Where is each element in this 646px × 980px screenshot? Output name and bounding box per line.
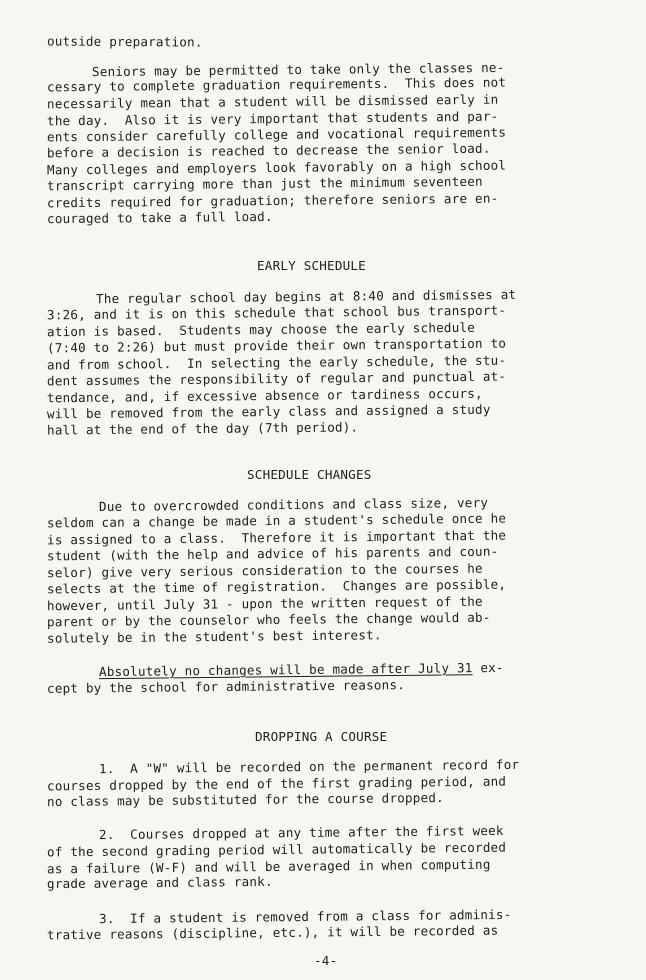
early-schedule-heading: EARLY SCHEDULE — [257, 258, 366, 273]
dropping-item-1-line: no class may be substituted for the course dropped. — [46, 789, 444, 810]
dropping-item-2-line: grade average and class rank. — [46, 873, 273, 892]
schedule-changes-line: student (with the help and advice of his parents and coun- — [46, 543, 499, 564]
seniors-paragraph-line: ents consider carefully college and vocational requirements — [46, 124, 507, 145]
seniors-paragraph-line: before a decision is reached to decrease the senior load. — [46, 140, 491, 161]
schedule-changes-line: selects at the time of registration. Changes are possible, — [46, 576, 507, 597]
seniors-paragraph-line: credits required for graduation; therefore seniors are en- — [46, 190, 499, 211]
schedule-changes-line: seldom can a change be made in a student's schedule once he — [46, 510, 507, 531]
seniors-paragraph-line: Many colleges and employers look favorably on a high school — [46, 157, 507, 178]
dropping-item-1-line: courses dropped by the end of the first grading period, and — [46, 773, 507, 794]
seniors-paragraph-line: the day. Also it is very important that students and par- — [46, 108, 499, 129]
seniors-paragraph-line: Seniors may be permitted to take only the classes ne- — [91, 59, 505, 80]
seniors-paragraph-line: necessarily mean that a student will be dismissed early in — [46, 91, 499, 112]
early-schedule-line: (7:40 to 2:26) but must provide their own transportation to — [46, 335, 507, 356]
schedule-changes-line: parent or by the counselor who feels the change would ab- — [46, 609, 491, 630]
no-changes-underlined-text: Absolutely no changes will be made after July 31 — [98, 660, 473, 680]
dropping-item-2-line: of the second grading period will automatically be recorded — [46, 839, 507, 860]
early-schedule-line: ation is based. Students may choose the early schedule — [46, 319, 476, 340]
no-changes-rest-text: ex- — [472, 659, 504, 676]
early-schedule-line: will be removed from the early class and assigned a study — [46, 401, 491, 422]
dropping-item-1-line: 1. A "W" will be recorded on the permanent record for — [98, 756, 520, 777]
schedule-changes-heading: SCHEDULE CHANGES — [247, 467, 372, 482]
schedule-changes-line: however, until July 31 - upon the written request of the — [46, 593, 483, 614]
seniors-paragraph-line: couraged to take a full load. — [46, 208, 273, 227]
early-schedule-line: The regular school day begins at 8:40 and dismisses at — [95, 286, 517, 307]
schedule-changes-line: Due to overcrowded conditions and class size, very — [98, 494, 489, 515]
schedule-changes-line: solutely be in the student's best interest. — [46, 627, 382, 646]
no-changes-second-line: cept by the school for administrative reasons. — [46, 677, 406, 696]
seniors-paragraph-line: transcript carrying more than just the minimum seventeen — [46, 173, 483, 194]
no-changes-emphasis-line — [99, 660, 504, 679]
early-schedule-line: hall at the end of the day (7th period). — [46, 419, 359, 438]
seniors-paragraph-line: cessary to complete graduation requirements. This does not — [46, 74, 507, 95]
early-schedule-line: dent assumes the responsibility of regular and punctual at- — [46, 368, 507, 389]
dropping-a-course-heading: DROPPING A COURSE — [255, 729, 388, 744]
page-number: -4- — [314, 953, 338, 968]
dropping-item-3-line: 3. If a student is removed from a class for adminis- — [98, 906, 512, 927]
top-fragment-line: outside preparation. — [46, 33, 203, 50]
schedule-changes-line: selor) give very serious consideration to the courses he — [46, 560, 483, 581]
dropping-item-2-line: 2. Courses dropped at any time after the first week — [98, 822, 504, 843]
schedule-changes-line: is assigned to a class. Therefore it is important that the — [46, 527, 507, 548]
dropping-item-2-line: as a failure (W-F) and will be averaged in when computing — [46, 856, 491, 877]
early-schedule-line: tendance, and, if excessive absence or tardiness occurs, — [46, 385, 483, 406]
dropping-item-3-line: trative reasons (discipline, etc.), it will be recorded as — [46, 922, 499, 943]
early-schedule-line: and from school. In selecting the early schedule, the stu- — [46, 352, 507, 373]
early-schedule-line: 3:26, and it is on this schedule that school bus transport- — [46, 302, 507, 323]
